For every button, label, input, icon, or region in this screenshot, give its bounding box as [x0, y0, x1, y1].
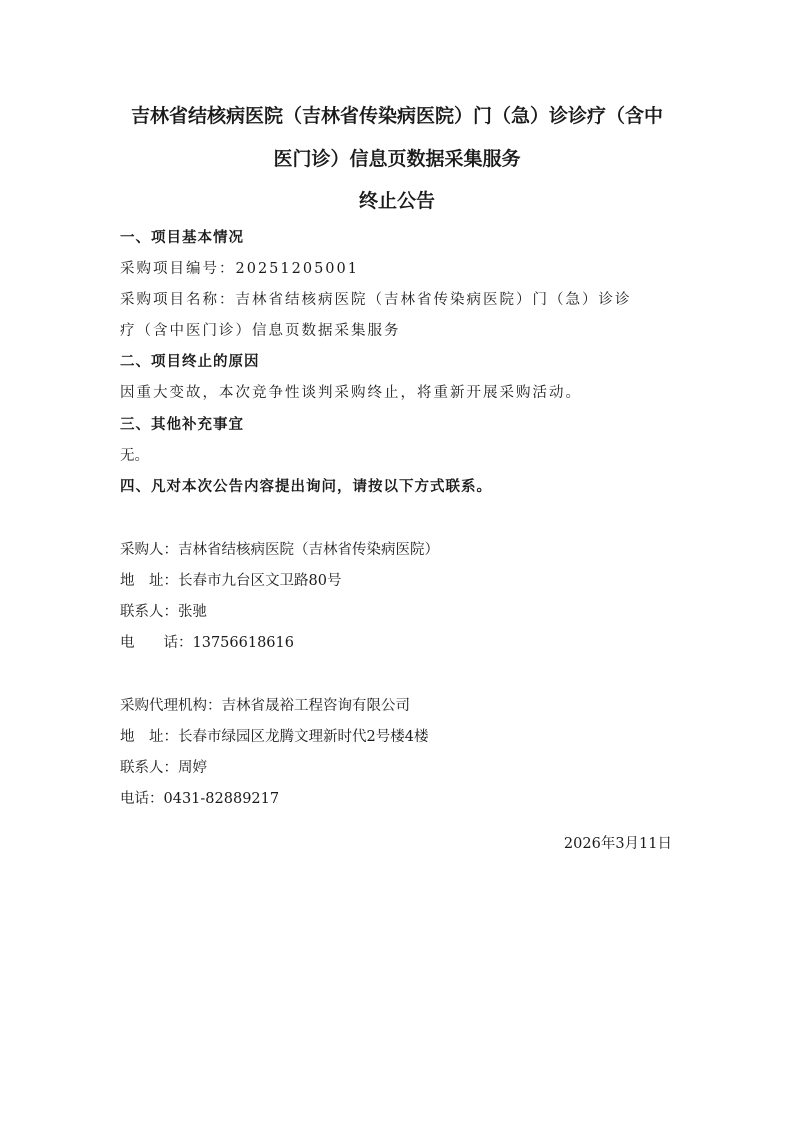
section4-heading: 四、凡对本次公告内容提出询问，请按以下方式联系。: [120, 479, 492, 495]
agency-contact: 联系人：周婷: [120, 760, 207, 776]
address-value: 长春市绿园区龙腾文理新时代2号楼4楼: [178, 729, 429, 745]
phone-value: 13756618616: [192, 635, 294, 651]
purchaser-address: [120, 571, 341, 591]
document-title-line-2: 医门诊）信息页数据采集服务: [273, 148, 521, 170]
purchaser-contact: 联系人：张驰: [120, 604, 207, 620]
termination-reason: 因重大变故，本次竞争性谈判采购终止，将重新开展采购活动。: [120, 385, 582, 401]
document-title-line-3: 终止公告: [358, 190, 435, 212]
section2-heading: 二、项目终止的原因: [120, 354, 260, 370]
supplementary-text: 无。: [120, 448, 149, 464]
address-label: 地 址：: [120, 729, 178, 745]
address-value: 长春市九台区文卫路80号: [178, 573, 342, 589]
project-number: 采购项目编号：20251205001: [120, 261, 359, 277]
section1-heading: 一、项目基本情况: [120, 230, 244, 246]
address-label: 地 址：: [120, 573, 178, 589]
purchaser-phone: [120, 633, 294, 653]
project-name-line-2: 疗（含中医门诊）信息页数据采集服务: [120, 323, 401, 339]
purchaser-name: 采购人：吉林省结核病医院（吉林省传染病医院）: [120, 542, 439, 558]
agency-name: 采购代理机构：吉林省晟裕工程咨询有限公司: [120, 698, 410, 714]
agency-address: [120, 727, 428, 747]
agency-phone: 电话：0431-82889217: [120, 791, 280, 807]
project-name-line-1: 采购项目名称：吉林省结核病医院（吉林省传染病医院）门（急）诊诊: [120, 292, 632, 308]
phone-label: 电 话：: [120, 635, 193, 651]
announcement-date: 2026年3月11日: [563, 836, 672, 852]
section3-heading: 三、其他补充事宜: [120, 417, 244, 433]
document-title-line-1: 吉林省结核病医院（吉林省传染病医院）门（急）诊诊疗（含中: [130, 105, 663, 127]
